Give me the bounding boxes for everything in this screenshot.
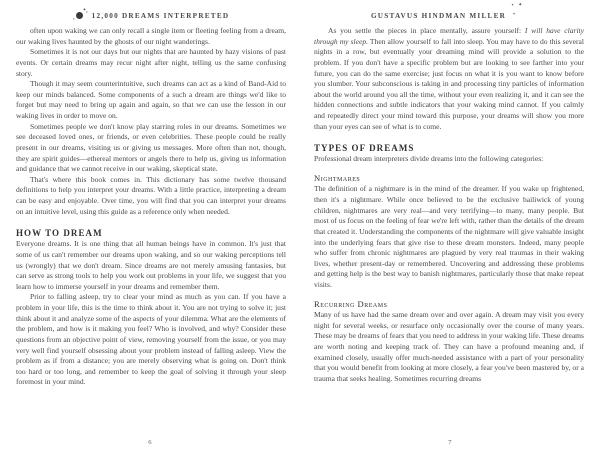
paragraph: Though it may seem counterintuitive, such dreams can act as a kind of Band-Aid to keep our minds balanced. Some components of a such a dream are things we'd like to forget but may need to bring up again and again, so that we can use the lesson in our waking lives in order to move on. <box>16 79 286 120</box>
page-number-right: 7 <box>448 439 452 446</box>
opening-text-italic: I will have clarity through my sleep. <box>314 26 585 46</box>
star-icon: ✦ ✦ ✦ <box>511 2 523 16</box>
paragraph: Prior to falling asleep, try to clear your mind as much as you can. If you have a problem in your life, this is the time to think about it. You are not trying to solve it; just think about it and analyze some of the aspects of your dilemma. What are the elements of the problem, and how is it making you feel? Who is involved, and why? Consider these questions from an objective point of view, removing yourself from the issue, or you may very well find yourself obsessing about your problem instead of falling asleep. View the problem as if from a distance; you are merely observing what is going on. Don't think too hard or too long, and remember to keep the goal of solving it through your sleep foremost in your mind. <box>16 292 286 387</box>
verso-running-head <box>16 0 286 26</box>
right-page <box>300 0 600 459</box>
paragraph: That's where this book comes in. This dictionary has some twelve thousand definitions to help you interpret your dreams. With a little practice, interpreting a dream can be easy and enjoyable. Over time, you will find that you can interpret your dreams on an intuitive level, using this guide as a reference only when needed. <box>16 174 286 216</box>
paragraph: Sometimes people we don't know play starring roles in our dreams. Sometimes we see deceased loved ones, or friends, or even celebrities. These people could be really present in our dreams, visiting us or giving us messages. More often than not, though, they are spirit guides—ethereal mentors or angels there to help us, giving us information and guidance that we cannot receive in our waking, skeptical state. <box>16 121 286 174</box>
subsection-heading-recurring-dreams: Recurring Dreams <box>314 298 388 309</box>
paragraph-opening <box>314 26 584 132</box>
section-heading-types-of-dreams: TYPES OF DREAMS <box>314 142 415 153</box>
recto-running-head-title: GUSTAVUS HINDMAN MILLER <box>370 12 507 20</box>
page-number-left: 6 <box>148 439 152 446</box>
verso-running-head-title: 12,000 DREAMS INTERPRETED <box>91 12 230 20</box>
recto-running-head <box>314 0 584 26</box>
paragraph: Sometimes it is not our days but our nights that are haunted by hazy visions of past events. Or certain dreams may recur night after night, telling us the same confusing story. <box>16 47 286 78</box>
crescent-moon-icon: ✦ ✦ ✦ <box>72 7 89 21</box>
paragraph: Everyone dreams. It is one thing that all human beings have in common. It's just that some of us can't remember our dreams upon waking, and so our waking perceptions tell us (wrongly) that we don't dream. Since dreams are not merely amusing fantasies, but can serve as strong tools to help you work out problems in your life, we suggest that you learn how to immerse yourself in your dreams and remember them. <box>16 239 286 291</box>
subsection-heading-nightmares: Nightmares <box>314 172 361 183</box>
opening-text-part-1: As you settle the pieces in place mentally, assure yourself: <box>328 26 525 35</box>
paragraph: The definition of a nightmare is in the mind of the dreamer. If you wake up frightened, then it's a nightmare. While once believed to be the exclusive bailiwick of young children, nightmares are very real—and very terrifying—to many, many people. But most of us focus on the feeling of fear we're left with, rather than the details of the dream that created it. Understanding the components of the nightmare will give valuable insight into the underlying fears that give rise to these dream monsters. Indeed, many people who suffer from chronic nightmares are plagued by very real traumas in their waking lives, whether present-day or remembered. Uncovering and addressing these problems and getting help is the best way to banish nightmares, particularly those that make repeat visits. <box>314 184 584 289</box>
right-page-body <box>314 26 584 385</box>
left-page-body <box>16 26 286 388</box>
paragraph: often upon waking we can only recall a single item or fleeting feeling from a dream, our waking lives haunted by the ghosts of our night wanderings. <box>16 26 286 46</box>
section-heading-how-to-dream: HOW TO DREAM <box>16 227 103 238</box>
section-intro-paragraph: Professional dream interpreters divide dreams into the following categories: <box>314 154 544 164</box>
opening-text-part-2: Then allow yourself to fall into sleep. You may have to do this several nights in a row, but eventually your dreaming mind will provide a solution to the problem. If you don't have a specific problem but are looking to see farther into your future, you can do the same exercise; just focus on what it is you want to know before you slumber. Your subconscious is taking in and processing tiny particles of information about the world around you all the time, without your even realizing it, and it can see the hidden connections and subtle indicators that your waking mind cannot. If you calmly and repeatedly direct your mind toward this purpose, your dreams will show you more than your eyes can see of what is to come. <box>314 36 584 131</box>
paragraph: Many of us have had the same dream over and over again. A dream may visit you every night for several weeks, or resurface only occasionally over the course of many years. These may be dreams of fears that you need to address in your waking life. These dreams are worth noting and keeping track of. They can have a profound meaning and, if examined closely, usually offer much-needed assistance with a part of your personality that you would benefit from looking at more closely, a fear you've been mastered by, or a trauma that seeks healing. Sometimes recurring dreams <box>314 310 584 383</box>
